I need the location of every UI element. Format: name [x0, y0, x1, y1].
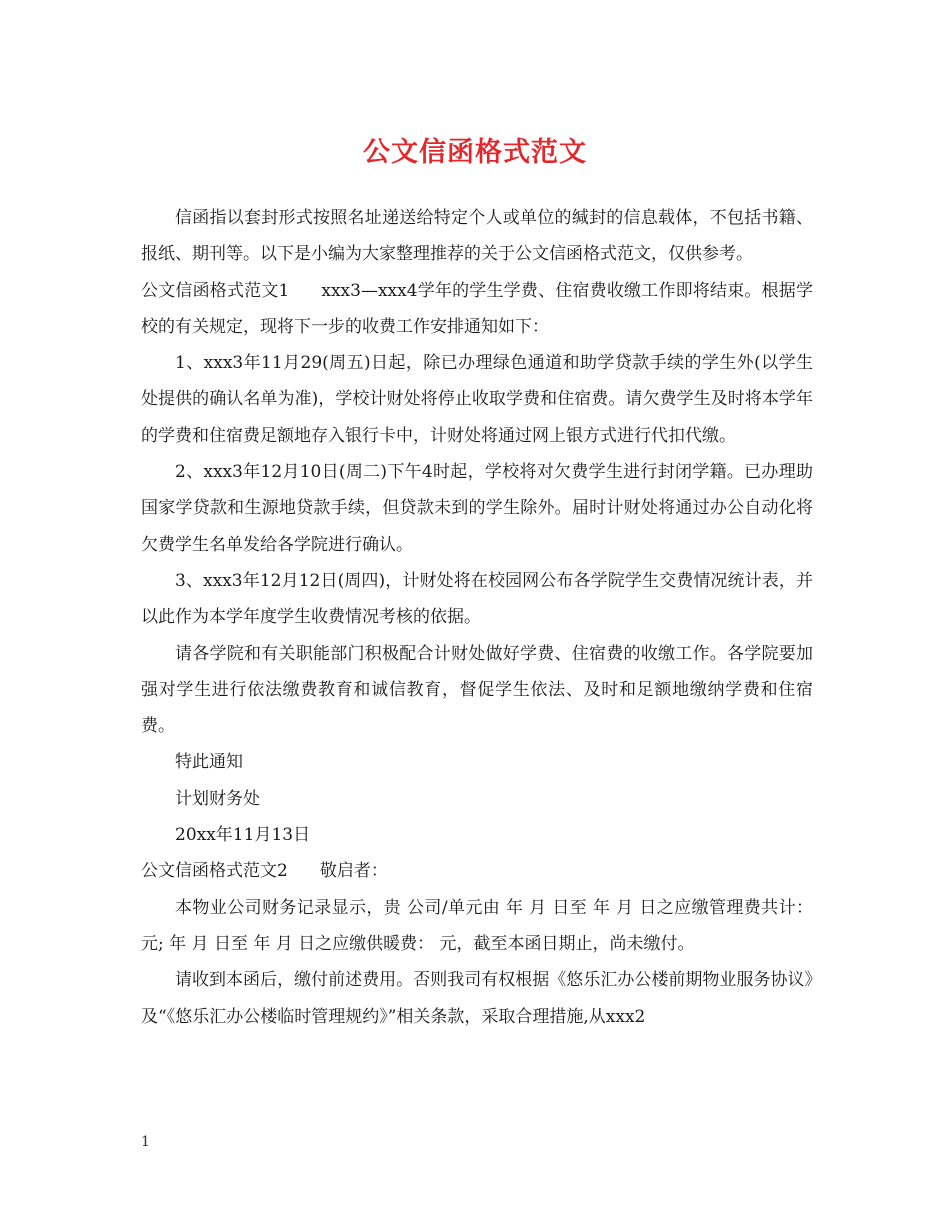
sample1-item-2: 2、xxx3年12月10日(周二)下午4时起，学校将对欠费学生进行封闭学籍。已办理助国家学贷款和生源地贷款手续，但贷款未到的学生除外。届时计财处将通过办公自动化将欠费学生名单发给各学院进行确认。: [141, 462, 813, 555]
sample2-heading: 公文信函格式范文2: [141, 861, 288, 882]
document-body: [141, 200, 813, 1035]
sample1-closing-paragraph: 请各学院和有关职能部门积极配合计财处做好学费、住宿费的收缴工作。各学院要加强对学生进行依法缴费教育和诚信教育，督促学生依法、及时和足额地缴纳学费和住宿费。: [141, 643, 813, 737]
sample2-paragraph-2: 请收到本函后，缴付前述费用。否则我司有权根据《悠乐汇办公楼前期物业服务协议》及“《悠乐汇办公楼临时管理规约》”相关条款，采取合理措施,从xxx2: [141, 970, 813, 1027]
sample1-item-3: 3、xxx3年12月12日(周四)，计财处将在校园网公布各学院学生交费情况统计表，并以此作为本学年度学生收费情况考核的依据。: [141, 570, 813, 628]
sample1-heading: 公文信函格式范文1: [141, 280, 290, 301]
document-title: 公文信函格式范文: [363, 137, 587, 168]
intro-paragraph: 信函指以套封形式按照名址递送给特定个人或单位的缄封的信息载体，不包括书籍、报纸、期刊等。以下是小编为大家整理推荐的关于公文信函格式范文，仅供参考。: [141, 208, 813, 265]
sample2-heading-line: [141, 853, 813, 889]
sample1-lead: xxx3—xxx4学年的学生学费、住宿费收缴工作即将结束。根据学校的有关规定，现将下一步的收费工作安排通知如下：: [141, 280, 813, 337]
sample2-salutation: 敬启者：: [319, 861, 388, 882]
sample1-notice: 特此通知: [175, 752, 243, 773]
sample1-sender: 计划财务处: [175, 788, 260, 809]
page-number: 1: [141, 1134, 150, 1150]
sample2-paragraph-1: 本物业公司财务记录显示，贵 公司/单元由 年 月 日至 年 月 日之应缴管理费共计： 元; 年 月 日至 年 月 日之应缴供暖费： 元，截至本函日期止，尚未缴付。: [141, 897, 813, 954]
sample1-date: 20xx年11月13日: [175, 825, 311, 846]
sample1-lead-paragraph: [141, 273, 813, 346]
sample1-item-1: 1、xxx3年11月29(周五)日起，除已办理绿色通道和助学贷款手续的学生外(以学生处提供的确认名单为准)，学校计财处将停止收取学费和住宿费。请欠费学生及时将本学年的学费和住宿费足额地存入银行卡中，计财处将通过网上银方式进行代扣代缴。: [141, 353, 813, 446]
